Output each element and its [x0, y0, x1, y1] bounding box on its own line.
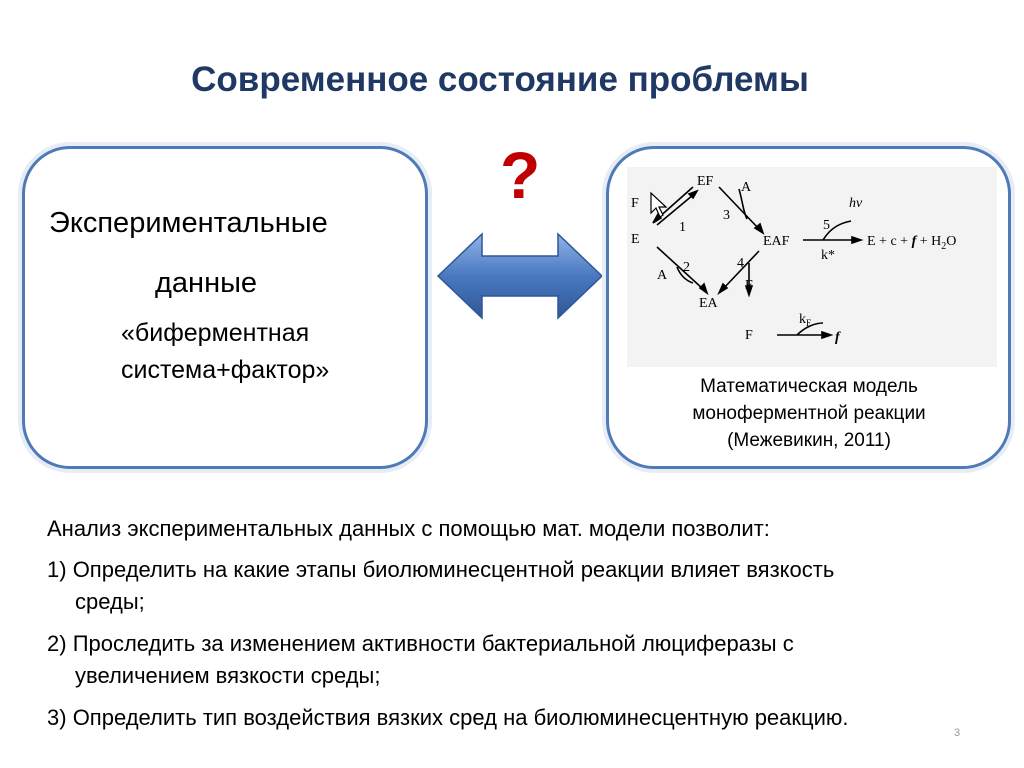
math-model-box: [606, 146, 1011, 469]
page-number: 3: [954, 727, 961, 739]
list-item-number: 2): [47, 631, 67, 656]
scheme-h2o-sub: 2: [941, 241, 947, 252]
scheme-F-right: F: [745, 278, 753, 293]
scheme-EAF: EAF: [763, 234, 790, 249]
scheme-h2o: + H: [916, 234, 942, 249]
reaction-scheme: [627, 167, 997, 367]
caption-line1: Математическая модель: [700, 376, 918, 397]
data-label: данные: [155, 267, 258, 299]
scheme-EF: EF: [697, 174, 714, 189]
list-item-text: Определить тип воздействия вязких сред на биолюминесцентную реакцию.: [72, 705, 849, 730]
scheme-EA: EA: [699, 296, 718, 311]
list-item-text: Проследить за изменением активности бактериальной люциферазы с: [72, 631, 794, 656]
scheme-A-top: A: [741, 180, 752, 195]
list-item: [47, 554, 997, 618]
scheme-k-star: k*: [821, 248, 835, 263]
scheme-F-bottom: F: [745, 328, 753, 343]
double-arrow-icon: [436, 230, 604, 322]
system-label-line2: система+фактор»: [121, 356, 330, 384]
scheme-step-3: 3: [723, 208, 730, 223]
scheme-step-1: 1: [679, 220, 686, 235]
scheme-step-2: 2: [683, 260, 690, 275]
scheme-f-bold: f: [911, 234, 917, 249]
question-mark: ?: [500, 138, 541, 212]
list-item-text: Определить на какие этапы биолюминесцентной реакции влияет вязкость: [72, 557, 835, 582]
scheme-f-bottom: f: [835, 330, 840, 345]
list-item-number: 1): [47, 557, 67, 582]
caption-line2: монoферментной реакции: [692, 403, 926, 424]
slide-title: Современное состояние проблемы: [191, 60, 809, 99]
model-caption: [629, 373, 989, 454]
system-label-line1: «биферментная: [121, 319, 310, 347]
list-item-continuation: увеличением вязкости среды;: [75, 663, 381, 688]
scheme-hv: hν: [849, 196, 863, 211]
list-item: [47, 628, 997, 692]
list-item-number: 3): [47, 705, 67, 730]
scheme-step-5: 5: [823, 218, 830, 233]
scheme-h2o-o: O: [946, 234, 957, 249]
list-item-continuation: среды;: [75, 589, 145, 614]
experimental-data-box: [22, 146, 428, 469]
list-item: [47, 702, 997, 734]
caption-line3: (Межевикин, 2011): [727, 430, 891, 451]
experimental-label: Экспериментальные: [49, 207, 328, 239]
scheme-kF-sub: F: [806, 318, 812, 328]
analysis-intro: Анализ экспериментальных данных с помощью мат. модели позволит:: [47, 516, 770, 541]
scheme-kF: k: [799, 312, 806, 327]
scheme-products: E + c +: [867, 234, 912, 249]
scheme-step-4: 4: [737, 256, 744, 271]
scheme-F-left: F: [631, 196, 639, 211]
scheme-A-mid: A: [657, 268, 668, 283]
scheme-E: E: [631, 232, 640, 247]
